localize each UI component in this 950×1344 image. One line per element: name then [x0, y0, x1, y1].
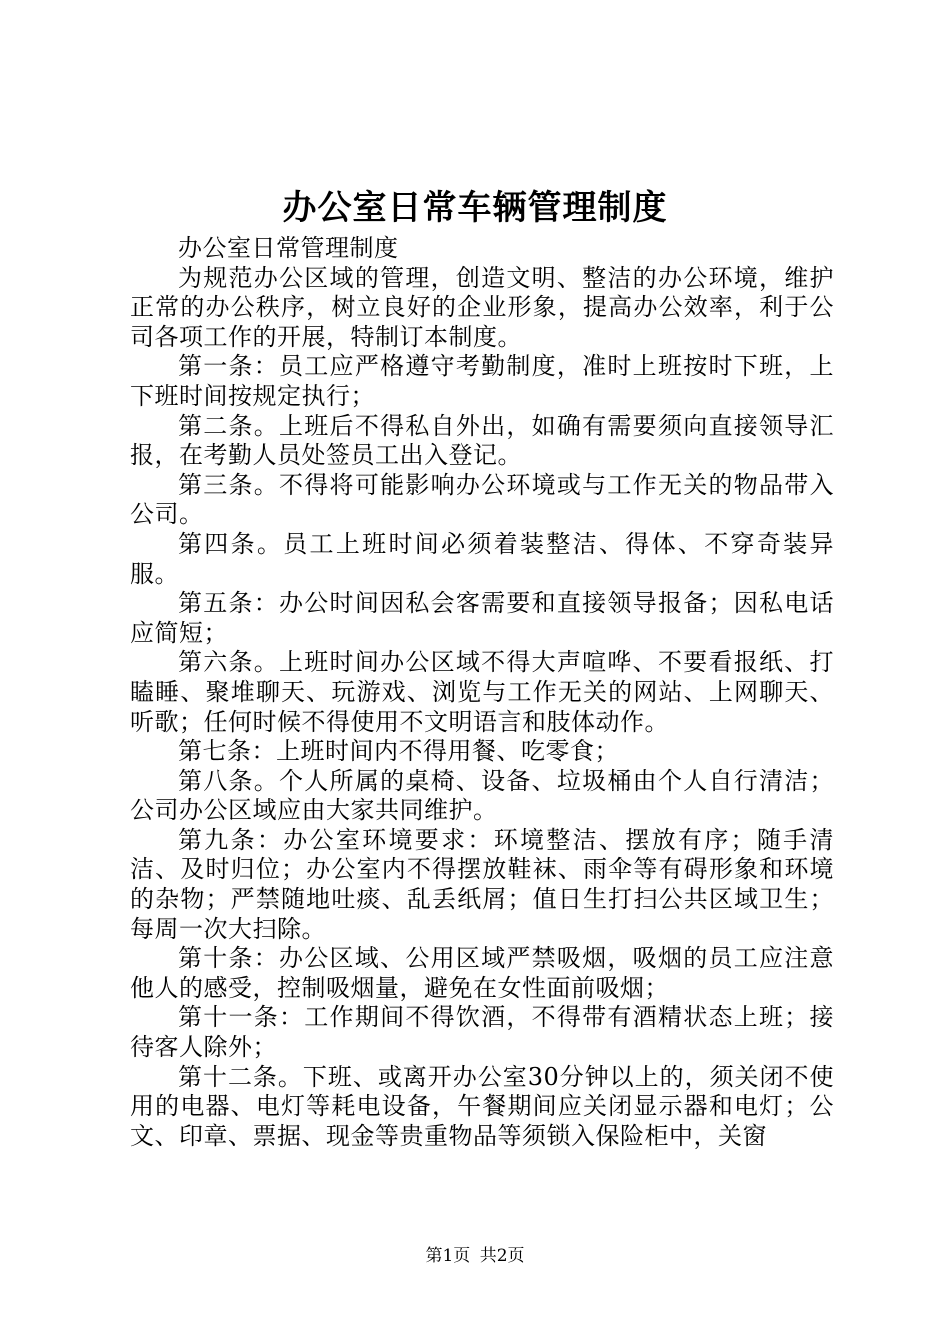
paragraph-article-1: 第一条：员工应严格遵守考勤制度，准时上班按时下班，上下班时间按规定执行；	[130, 352, 834, 410]
paragraph-article-6: 第六条。上班时间办公区域不得大声喧哗、不要看报纸、打瞌睡、聚堆聊天、玩游戏、浏览与工作无关的网站、上网聊天、听歌；任何时候不得使用不文明语言和肢体动作。	[130, 648, 834, 736]
page-number: 第1页	[425, 1246, 471, 1266]
paragraph-subtitle: 办公室日常管理制度	[178, 234, 399, 262]
paragraph-intro: 为规范办公区域的管理，创造文明、整洁的办公环境，维护正常的办公秩序，树立良好的企业形象，提高办公效率，利于公司各项工作的开展，特制订本制度。	[130, 263, 834, 351]
paragraph-article-10: 第十条：办公区域、公用区域严禁吸烟，吸烟的员工应注意他人的感受，控制吸烟量，避免在女性面前吸烟；	[130, 944, 834, 1002]
paragraph-article-4: 第四条。员工上班时间必须着装整洁、得体、不穿奇装异服。	[130, 529, 834, 588]
paragraph-article-9: 第九条：办公室环境要求：环境整洁、摆放有序；随手清洁、及时归位；办公室内不得摆放鞋袜、雨伞等有碍形象和环境的杂物；严禁随地吐痰、乱丢纸屑；值日生打扫公共区域卫生；每周一次大扫除。	[130, 825, 834, 943]
paragraph-article-11: 第十一条：工作期间不得饮酒，不得带有酒精状态上班；接待客人除外；	[130, 1003, 834, 1062]
page-footer	[0, 1244, 950, 1268]
page-total: 共2页	[479, 1246, 525, 1266]
document-title: 办公室日常车辆管理制度	[282, 188, 668, 228]
paragraph-article-12: 第十二条。下班、或离开办公室30分钟以上的，须关闭不使用的电器、电灯等耗电设备，午餐期间应关闭显示器和电灯；公文、印章、票据、现金等贵重物品等须锁入保险柜中，关窗	[130, 1062, 834, 1150]
paragraph-article-8: 第八条。个人所属的桌椅、设备、垃圾桶由个人自行清洁；公司办公区域应由大家共同维护。	[130, 766, 834, 825]
paragraph-article-5: 第五条：办公时间因私会客需要和直接领导报备；因私电话应简短；	[130, 589, 834, 647]
paragraph-article-7: 第七条：上班时间内不得用餐、吃零食；	[178, 737, 619, 766]
document-body	[130, 234, 834, 1151]
paragraph-article-2: 第二条。上班后不得私自外出，如确有需要须向直接领导汇报，在考勤人员处签员工出入登记。	[130, 411, 834, 470]
paragraph-article-3: 第三条。不得将可能影响办公环境或与工作无关的物品带入公司。	[130, 470, 834, 529]
